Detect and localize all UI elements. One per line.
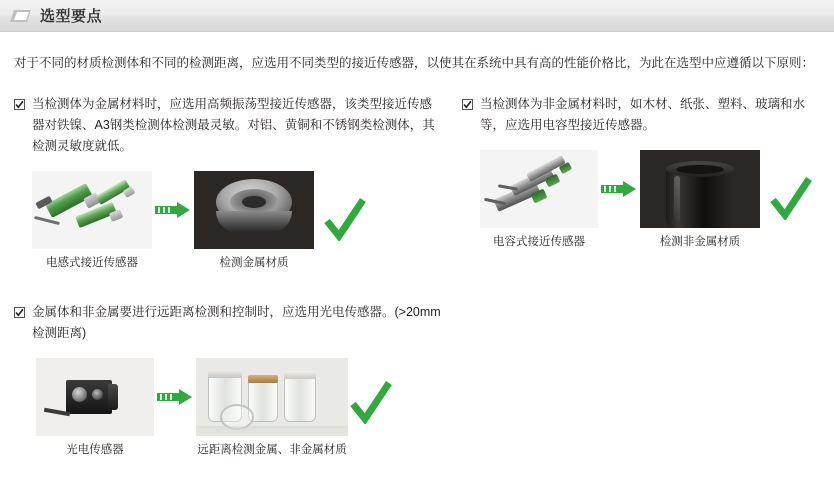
photo-inductive-sensors	[32, 171, 152, 249]
bullet-text-metal: 当检测体为金属材料时，应选用高频振荡型接近传感器，该类型接近传感器对铁镍、A3钢类检测体检测最灵敏。对铝、黄铜和不锈钢类检测体，其检测灵敏度就低。	[32, 97, 435, 153]
photo-glass-jars	[196, 358, 348, 436]
caption-metal-target: 检测金属材质	[219, 257, 289, 269]
section-header	[0, 0, 834, 32]
bullet-text-photoelectric: 金属体和非金属要进行远距离检测和控制时，应选用光电传感器。(>20mm检测距离)	[32, 305, 441, 340]
right-arrow-icon	[152, 171, 194, 249]
parallelogram-mark-icon	[10, 9, 32, 23]
bullet-item-metal	[14, 94, 444, 157]
figure-capacitive-sensor	[480, 150, 598, 249]
caption-photoelectric-sensor: 光电传感器	[66, 444, 124, 456]
caption-capacitive-sensor: 电容式接近传感器	[493, 236, 585, 248]
right-arrow-icon	[598, 150, 640, 228]
photo-photoelectric-sensor	[36, 358, 154, 436]
content-columns	[0, 94, 834, 457]
right-arrow-icon	[154, 358, 196, 436]
bullet-item-photoelectric	[14, 302, 444, 344]
caption-glass-jars: 远距离检测金属、非金属材质	[197, 444, 347, 456]
caption-inductive-sensor: 电感式接近传感器	[46, 257, 138, 269]
right-column	[444, 94, 820, 457]
check-square-bullet-icon	[14, 97, 25, 108]
photo-capacitive-sensors	[480, 150, 598, 228]
left-column	[14, 94, 444, 457]
figure-photoelectric-sensor	[36, 358, 154, 457]
green-check-icon	[770, 176, 810, 218]
photo-metal-part	[194, 171, 314, 249]
green-check-icon	[350, 380, 390, 422]
green-check-icon	[324, 197, 364, 239]
check-wrap-nonmetal	[760, 150, 812, 228]
figure-group-metal	[14, 171, 444, 270]
bullet-item-nonmetal	[462, 94, 820, 136]
figure-metal-target	[194, 171, 314, 270]
page-title: 选型要点	[40, 8, 103, 25]
figure-group-nonmetal	[462, 150, 820, 249]
photo-plastic-cup	[640, 150, 760, 228]
intro-paragraph: 对于不同的材质检测体和不同的检测距离，应选用不同类型的接近传感器，以使其在系统中具有高的性能价格比，为此在选型中应遵循以下原则：	[14, 56, 815, 70]
caption-nonmetal-target: 检测非金属材质	[659, 236, 741, 248]
bullet-text-nonmetal: 当检测体为非金属材料时，如木材、纸张、塑料、玻璃和水等，应选用电容型接近传感器。	[480, 97, 806, 132]
check-square-bullet-icon	[462, 97, 473, 108]
figure-nonmetal-target	[640, 150, 760, 249]
check-wrap-photoelectric	[348, 358, 392, 436]
figure-group-photoelectric	[14, 358, 444, 457]
check-square-bullet-icon	[14, 305, 25, 316]
figure-inductive-sensor	[32, 171, 152, 270]
figure-glass-jars	[196, 358, 348, 457]
check-wrap-metal	[314, 171, 366, 249]
